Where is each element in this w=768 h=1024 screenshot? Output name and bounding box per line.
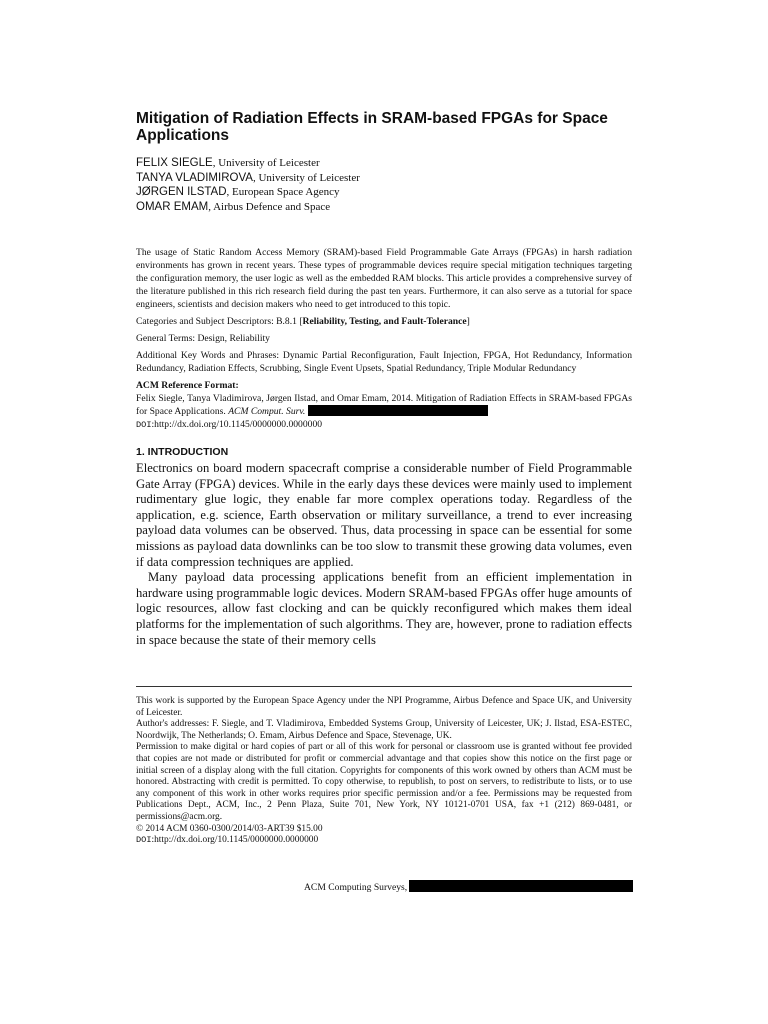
body-paragraph: Many payload data processing applications benefit from an efficient implementation in hardware using programmable logic devices. Modern SRAM-based FPGAs offer huge amounts of logic resources, allow fast clocking and can be quickly reconfigured which makes them ideal platforms for the implementation of such algorithms. They are, however, prone to radiation effects in space because the state of their memory cells <box>136 570 632 647</box>
abstract-block <box>136 246 632 432</box>
categories-prefix: Categories and Subject Descriptors: B.8.1 [ <box>136 316 303 327</box>
footnote-copyright: © 2014 ACM 0360-0300/2014/03-ART39 $15.00 <box>136 823 323 834</box>
reference-citation: Felix Siegle, Tanya Vladimirova, Jørgen Ilstad, and Omar Emam, 2014. Mitigation of Radiation Effects in SRAM-based FPGAs for Space Applications. <box>136 393 632 417</box>
reference-journal: ACM Comput. Surv. <box>228 406 306 417</box>
categories-line <box>136 315 632 328</box>
redaction-bar <box>409 880 633 892</box>
author-affiliation: University of Leicester <box>218 157 320 169</box>
author-name: OMAR EMAM <box>136 200 209 213</box>
paper-first-page <box>136 110 632 648</box>
categories-descriptor: Reliability, Testing, and Fault-Tolerance <box>302 316 467 327</box>
paper-title: Mitigation of Radiation Effects in SRAM-based FPGAs for Space Applications <box>136 110 608 144</box>
footnote-addresses: Author's addresses: F. Siegle, and T. Vladimirova, Embedded Systems Group, University of Leicester, UK; J. Ilstad, ESA-ESTEC, Noordwijk, The Netherlands; O. Emam, Airbus Defence and Space, Stevenage, UK. <box>136 719 632 741</box>
doi-label: DOI <box>136 420 152 430</box>
author-name: FELIX SIEGLE <box>136 157 213 169</box>
author-affiliation: Airbus Defence and Space <box>213 200 331 213</box>
author-list <box>136 156 632 214</box>
author-affiliation: University of Leicester <box>258 171 360 184</box>
keywords: Additional Key Words and Phrases: Dynamic Partial Reconfiguration, Fault Injection, FPGA, Hot Redundancy, Information Redundancy, Radiation Effects, Scrubbing, Single Event Upsets, Spatial Redundancy, Triple Modular Redundancy <box>136 350 632 374</box>
page-footer <box>304 880 633 894</box>
footnote-doi <box>136 835 632 847</box>
body-paragraph: Electronics on board modern spacecraft comprise a considerable number of Field Programmable Gate Array (FPGA) devices. While in the early days these devices were mainly used to implement rudimentary glue logic, they enable far more complex operations today. Regardless of the application, e.g. science, Earth observation or military surveillance, a trend to ever increasing payload data volumes can be observed. Thus, data processing in space can be essential for some missions as payload data downlinks can be too slow to transmit these growing data volumes, even if data compression techniques are applied. <box>136 461 632 569</box>
redaction-bar <box>308 405 488 416</box>
author-entry: JØRGEN ILSTAD, European Space Agency <box>136 186 340 198</box>
categories-suffix: ] <box>466 316 470 327</box>
abstract-text: The usage of Static Random Access Memory (SRAM)-based Field Programmable Gate Arrays (FPGAs) in harsh radiation environments has grown in recent years. These types of programmable devices require special mitigation techniques targeting the configuration memory, the user logic as well as the embedded RAM blocks. This article provides a comprehensive survey of the literature published in this rich research field during the past ten years. Furthermore, it can also serve as a tutorial for space engineers, scientists and decision makers who need to get introduced to this topic. <box>136 247 632 310</box>
author-affiliation: European Space Agency <box>232 186 340 198</box>
acm-reference-heading: ACM Reference Format: <box>136 380 239 391</box>
reference-doi <box>136 418 632 432</box>
author-name: JØRGEN ILSTAD <box>136 186 227 198</box>
author-entry: FELIX SIEGLE, University of Leicester <box>136 157 320 169</box>
doi-link[interactable]: :http://dx.doi.org/10.1145/0000000.0000000 <box>151 419 323 430</box>
general-terms: General Terms: Design, Reliability <box>136 333 270 344</box>
section-heading: 1. INTRODUCTION <box>136 446 229 458</box>
doi-label: DOI <box>136 835 152 846</box>
author-entry: OMAR EMAM, Airbus Defence and Space <box>136 200 331 213</box>
footer-journal: ACM Computing Surveys, <box>304 882 408 893</box>
footnotes-block <box>136 696 632 847</box>
author-name: TANYA VLADIMIROVA <box>136 171 253 184</box>
footnote-support: This work is supported by the European Space Agency under the NPI Programme, Airbus Defence and Space UK, and University of Leicester. <box>136 696 632 718</box>
doi-link[interactable]: :http://dx.doi.org/10.1145/0000000.0000000 <box>151 835 319 846</box>
footnote-rule <box>136 686 632 687</box>
acm-reference-text <box>136 392 632 418</box>
footnote-permission: Permission to make digital or hard copies of part or all of this work for personal or classroom use is granted without fee provided that copies are not made or distributed for profit or commercial advantage and that copies show this notice on the first page or initial screen of a display along with the full citation. Copyrights for components of this work owned by others than ACM must be honored. Abstracting with credit is permitted. To copy otherwise, to republish, to post on servers, to redistribute to lists, or to use any component of this work in other works requires prior specific permission and/or a fee. Permissions may be requested from Publications Dept., ACM, Inc., 2 Penn Plaza, Suite 701, New York, NY 10121-0701 USA, fax +1 (212) 869-0481, or permissions@acm.org. <box>136 742 632 822</box>
author-entry: TANYA VLADIMIROVA, University of Leicester <box>136 171 360 184</box>
